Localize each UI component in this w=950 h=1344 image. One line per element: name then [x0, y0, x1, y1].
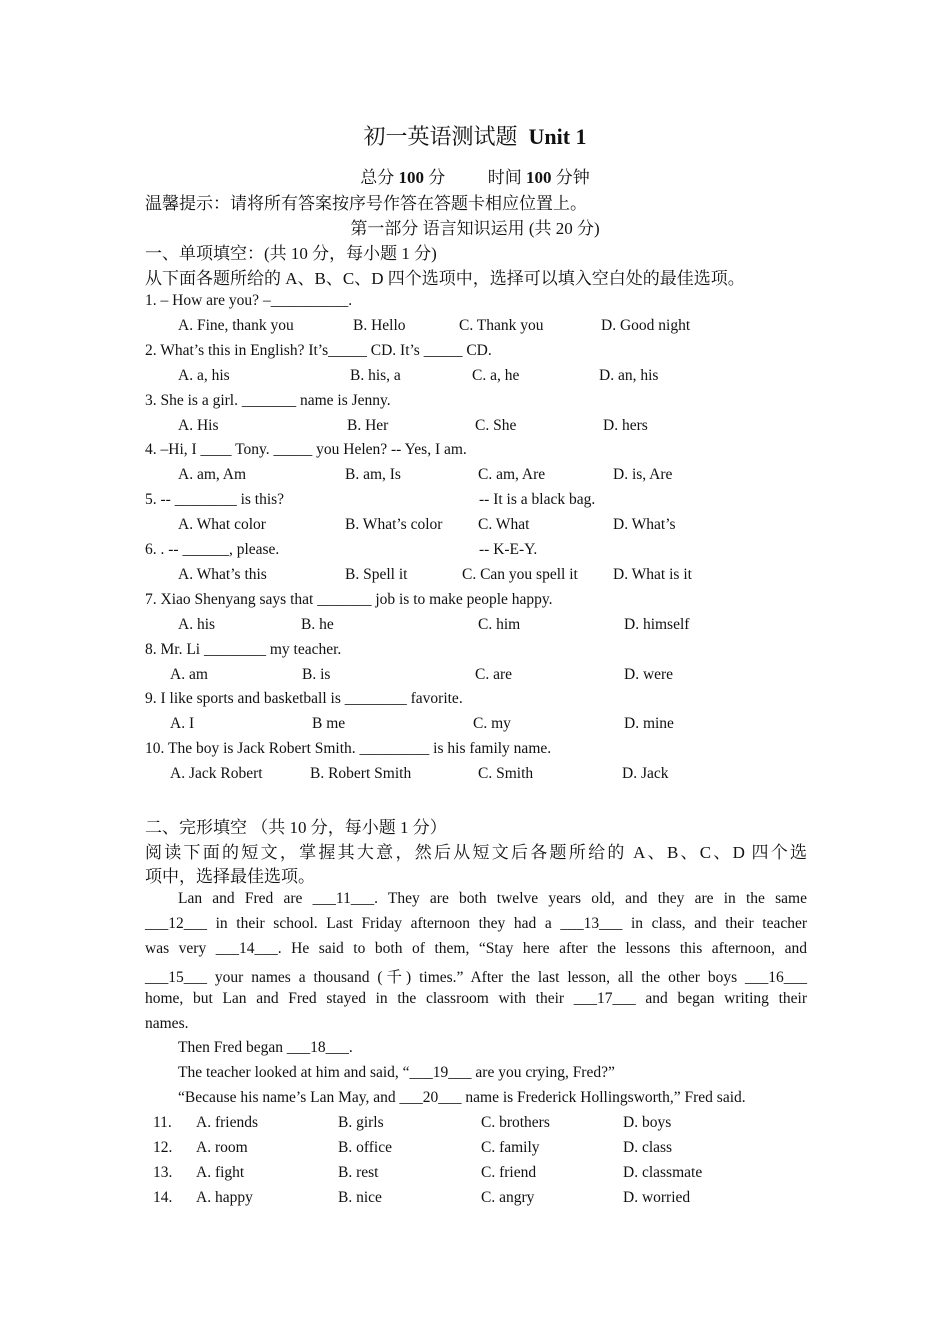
answer-option: D. hers [603, 416, 648, 434]
answer-option: C. friend [481, 1164, 537, 1181]
section1-heading: 一、单项填空：(共 10 分，每小题 1 分) [145, 244, 437, 263]
answer-option: B. girls [338, 1114, 384, 1131]
answer-option: B. nice [338, 1189, 382, 1206]
question-reply: -- K-E-Y. [479, 541, 538, 558]
answer-option: A. Jack Robert [170, 765, 263, 783]
answer-option: B me [312, 715, 346, 733]
title-unit: Unit 1 [528, 124, 587, 149]
answer-option: A. happy [196, 1189, 253, 1206]
score-value: 100 [398, 168, 424, 187]
part-heading: 第一部分 语言知识运用 (共 20 分) [350, 219, 600, 238]
answer-option: B. Spell it [345, 566, 408, 583]
passage-line: home, but Lan and Fred stayed in the classroom with their ___17___ and began writing their [145, 989, 807, 1007]
answer-option: D. were [624, 665, 674, 683]
answer-option: A. His [178, 416, 219, 434]
score-time-line [0, 163, 950, 188]
answer-option: B. am, Is [345, 466, 401, 484]
answer-option: D. What’s [613, 516, 676, 534]
answer-option: D. What is it [613, 566, 692, 583]
question-stem: 4. –Hi, I ____ Tony. _____ you Helen? -- Yes, I am. [145, 441, 467, 459]
section2-instruction-line2: 项中，选择最佳选项。 [145, 867, 315, 886]
answer-option: B. his, a [350, 366, 401, 384]
time-unit: 分钟 [555, 168, 590, 187]
answer-option: A. his [178, 615, 216, 633]
answer-option: B. Robert Smith [310, 765, 412, 783]
passage-line: Lan and Fred are ___11___. They are both twelve years old, and they are in the same [178, 890, 807, 907]
answer-option: C. are [475, 665, 513, 683]
score-unit: 分 [428, 168, 446, 187]
answer-option: D. himself [624, 615, 690, 633]
section1-instruction: 从下面各题所给的 A、B、C、D 四个选项中，选择可以填入空白处的最佳选项。 [145, 269, 745, 288]
answer-option: D. Good night [601, 317, 691, 334]
answer-option: C. my [473, 715, 511, 733]
tip-line: 温馨提示：请将所有答案按序号作答在答题卡相应位置上。 [145, 194, 587, 213]
question-stem: 1. – How are you? –__________. [145, 292, 353, 309]
answer-option: B. Her [347, 416, 389, 434]
answer-option: B. rest [338, 1164, 379, 1181]
answer-option: C. a, he [472, 366, 520, 384]
question-stem: 2. What’s this in English? It’s_____ CD. It’s _____ CD. [145, 341, 492, 359]
cloze-number: 12. [153, 1139, 173, 1156]
answer-option: C. family [481, 1139, 540, 1156]
answer-option: A. I [170, 715, 195, 733]
answer-option: D. class [623, 1139, 673, 1156]
page-title [0, 120, 950, 151]
score-label: 总分 [360, 168, 395, 187]
question-stem: 8. Mr. Li ________ my teacher. [145, 640, 342, 658]
answer-option: A. a, his [178, 366, 230, 384]
answer-option: C. am, Are [478, 466, 546, 484]
answer-option: C. brothers [481, 1114, 550, 1131]
answer-option: D. worried [623, 1189, 691, 1206]
passage-line: The teacher looked at him and said, “___19___ are you crying, Fred?” [178, 1064, 615, 1081]
passage-line: Then Fred began ___18___. [178, 1039, 353, 1056]
question-stem: 3. She is a girl. _______ name is Jenny. [145, 391, 391, 409]
section2-instruction-line1: 阅读下面的短文，掌握其大意，然后从短文后各题所给的 A、B、C、D 四个选 [145, 843, 807, 862]
question-stem: 7. Xiao Shenyang says that _______ job is to make people happy. [145, 590, 553, 608]
answer-option: A. friends [196, 1114, 258, 1131]
answer-option: A. room [196, 1139, 248, 1156]
answer-option: C. Thank you [459, 317, 544, 334]
answer-option: D. an, his [599, 366, 659, 384]
answer-option: D. mine [624, 715, 674, 733]
answer-option: C. What [478, 516, 530, 534]
answer-option: C. him [478, 615, 521, 633]
question-reply: -- It is a black bag. [479, 491, 596, 509]
answer-option: D. Jack [622, 765, 669, 783]
question-stem: 6. . -- ______, please. [145, 541, 280, 558]
answer-option: B. is [302, 665, 331, 683]
time-label: 时间 [487, 168, 522, 187]
passage-line: “Because his name’s Lan May, and ___20___ name is Frederick Hollingsworth,” Fred said. [178, 1089, 746, 1106]
answer-option: C. She [475, 416, 517, 434]
cloze-number: 11. [153, 1114, 172, 1131]
answer-option: A. What’s this [178, 566, 267, 583]
answer-option: B. Hello [353, 317, 406, 334]
title-cn: 初一英语测试题 [363, 124, 518, 149]
cloze-number: 13. [153, 1164, 173, 1181]
section2-heading: 二、完形填空 （共 10 分，每小题 1 分） [145, 818, 447, 837]
answer-option: D. boys [623, 1114, 672, 1131]
answer-option: A. am [170, 665, 208, 683]
answer-option: D. is, Are [613, 466, 673, 484]
question-stem: 9. I like sports and basketball is ________ favorite. [145, 690, 463, 708]
cloze-number: 14. [153, 1189, 173, 1206]
answer-option: C. Smith [478, 765, 534, 783]
answer-option: B. What’s color [345, 516, 443, 534]
answer-option: C. angry [481, 1189, 535, 1206]
passage-line: was very ___14___. He said to both of them, “Stay here after the lessons this afternoon, and [145, 939, 807, 957]
time-value: 100 [526, 168, 552, 187]
answer-option: A. Fine, thank you [178, 317, 294, 334]
answer-option: D. classmate [623, 1164, 703, 1181]
passage-line: names. [145, 1014, 189, 1032]
answer-option: A. am, Am [178, 466, 247, 484]
answer-option: B. he [301, 615, 334, 633]
answer-option: A. fight [196, 1164, 245, 1181]
passage-line: ___12___ in their school. Last Friday afternoon they had a ___13___ in class, and their teacher [145, 914, 807, 932]
answer-option: B. office [338, 1139, 392, 1156]
question-stem: 10. The boy is Jack Robert Smith. _________ is his family name. [145, 740, 552, 758]
answer-option: C. Can you spell it [462, 566, 578, 583]
passage-line: ___15___ your names a thousand (千) times.” After the last lesson, all the other boys ___16___ [145, 968, 807, 986]
answer-option: A. What color [178, 516, 266, 534]
question-stem: 5. -- ________ is this? [145, 491, 285, 509]
